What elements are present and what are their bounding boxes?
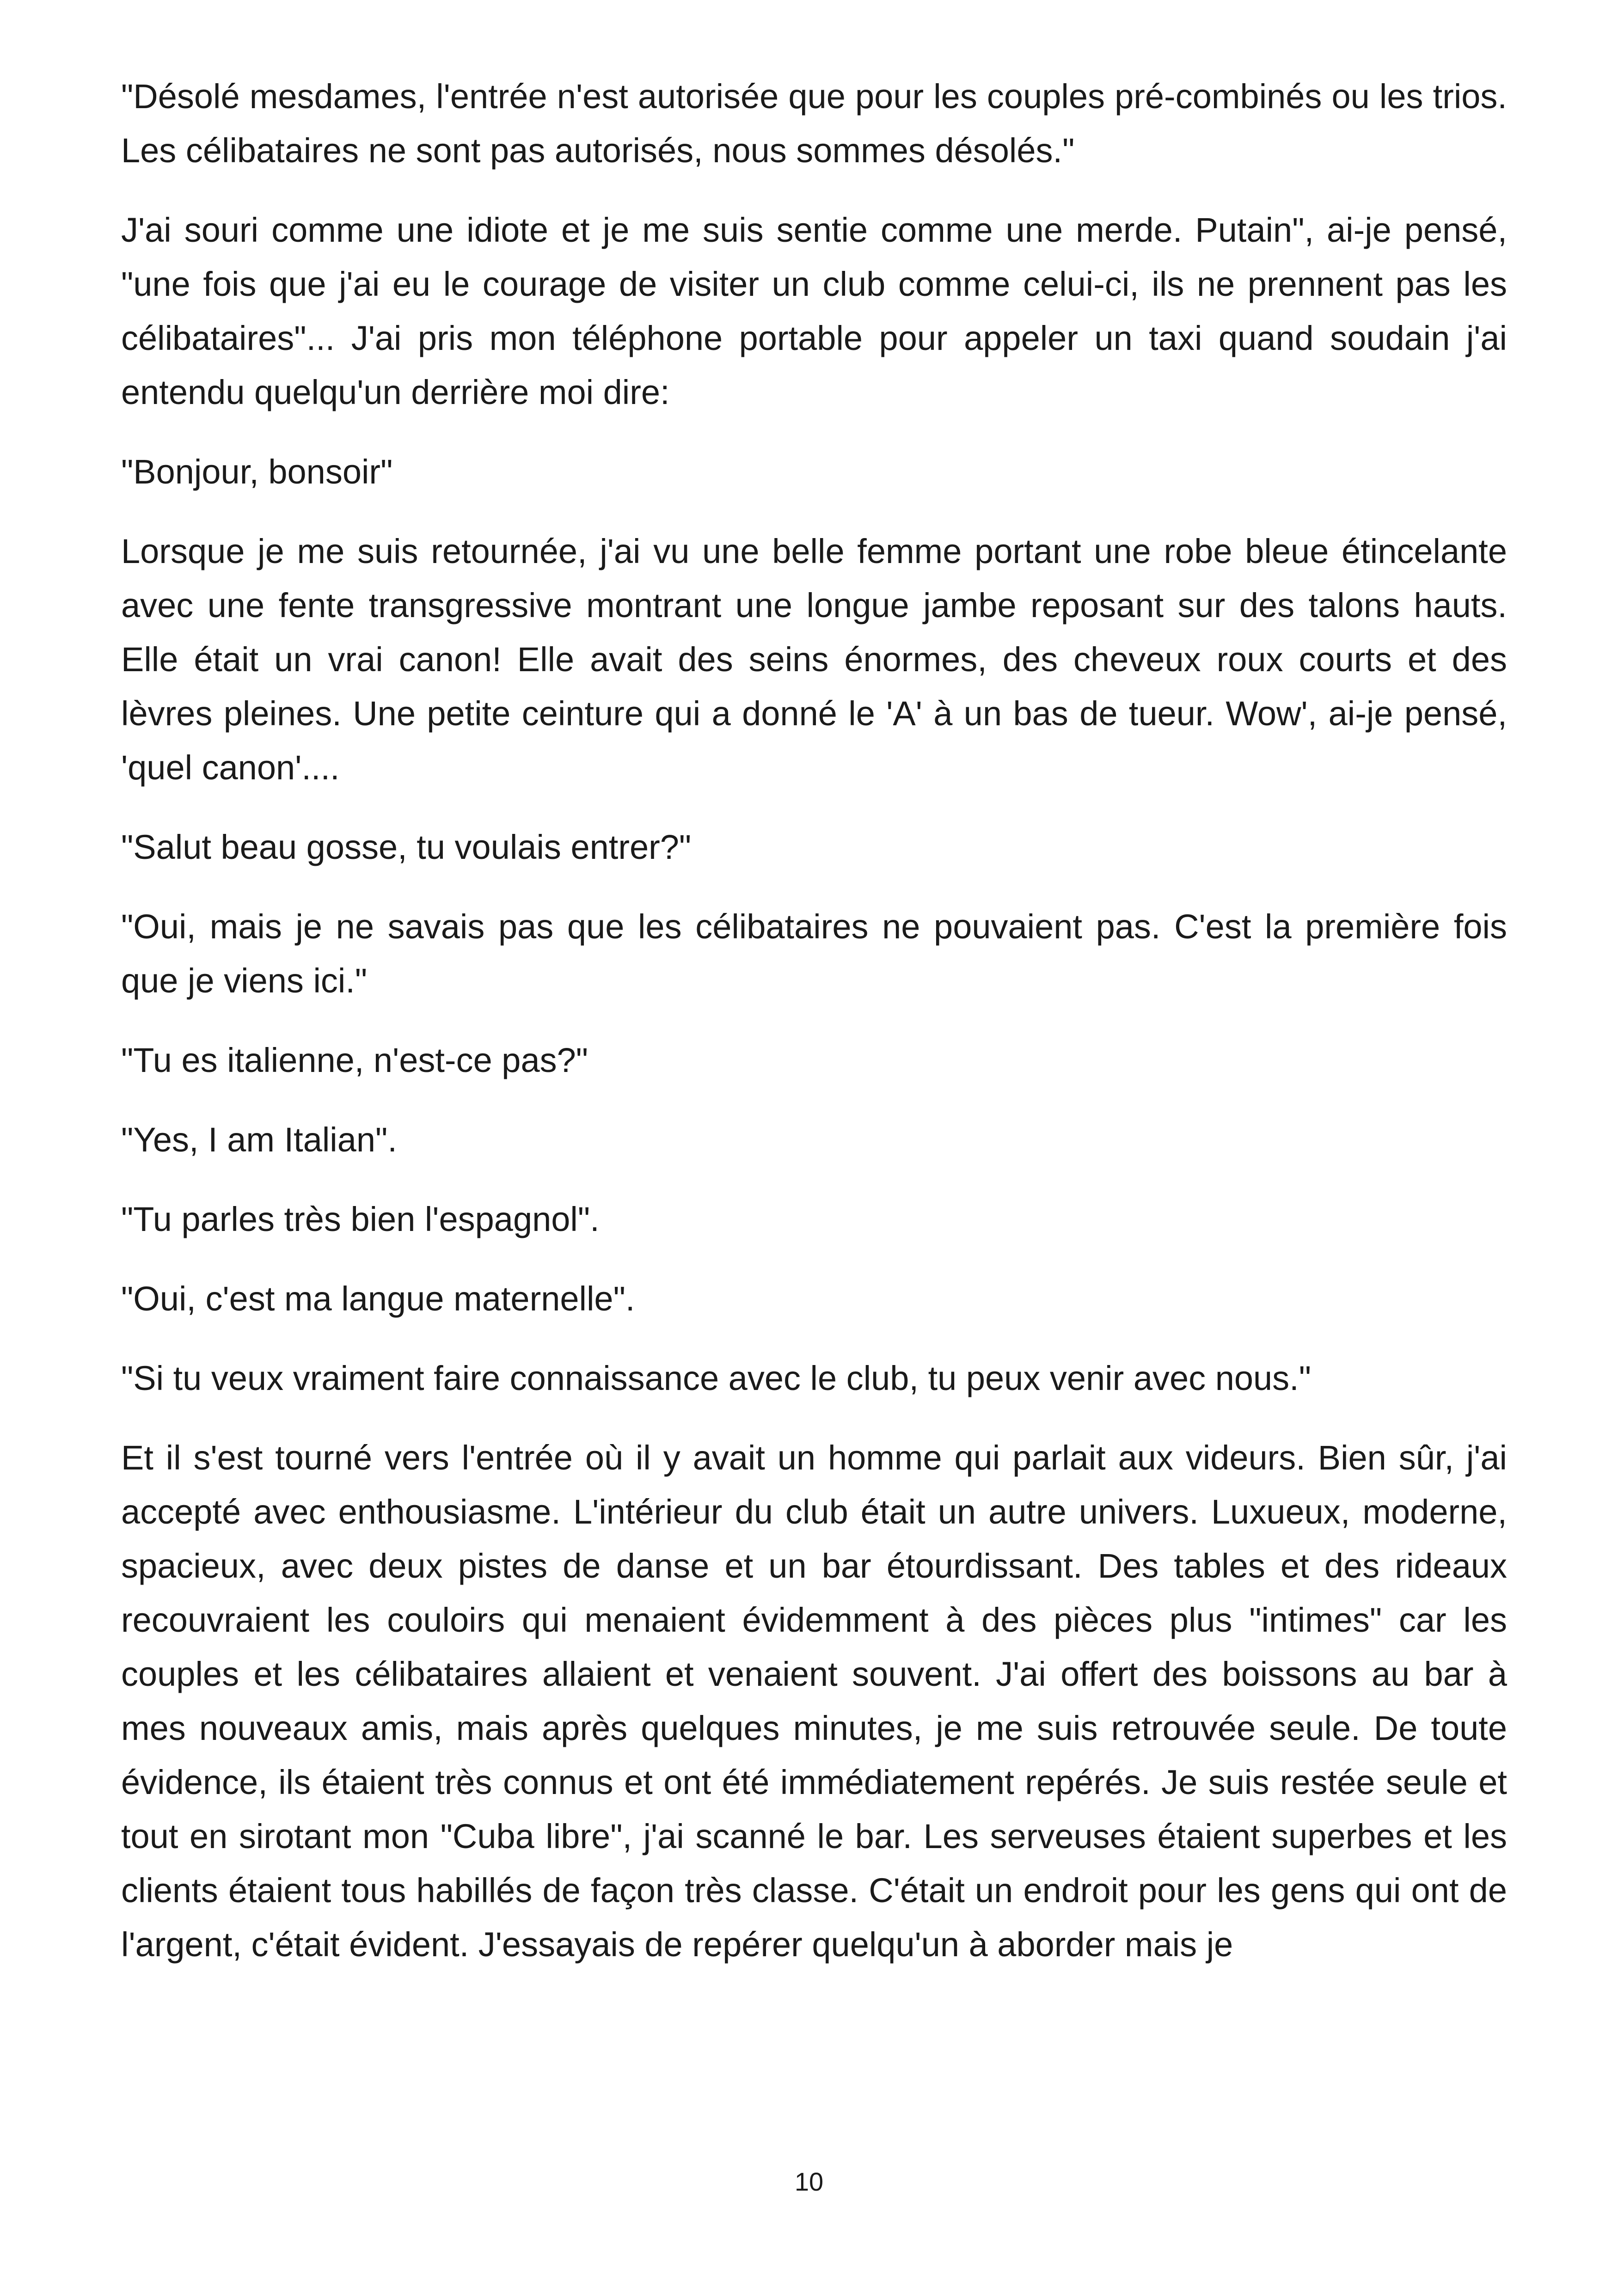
paragraph-1: "Désolé mesdames, l'entrée n'est autorisée que pour les couples pré-combinés ou les trios. Les célibataires ne sont pas autorisés, nous sommes désolés."	[121, 77, 1507, 170]
paragraph-10: "Oui, c'est ma langue maternelle".	[121, 1280, 635, 1318]
paragraph-11: "Si tu veux vraiment faire connaissance avec le club, tu peux venir avec nous."	[121, 1359, 1311, 1397]
page-number: 10	[794, 2167, 824, 2196]
paragraph-12: Et il s'est tourné vers l'entrée où il y avait un homme qui parlait aux videurs. Bien sûr, j'ai accepté avec enthousiasme. L'intérieur du club était un autre univers. Luxueux, moderne, spacieux, avec deux pistes de danse et un bar étourdissant. Des tables et des rideaux recouvraient les couloirs qui menaient évidemment à des pièces plus "intimes" car les couples et les célibataires allaient et venaient souvent. J'ai offert des boissons au bar à mes nouveaux amis, mais après quelques minutes, je me suis retrouvée seule. De toute évidence, ils étaient très connus et ont été immédiatement repérés. Je suis restée seule et tout en sirotant mon "Cuba libre", j'ai scanné le bar. Les serveuses étaient superbes et les clients étaient tous habillés de façon très classe. C'était un endroit pour les gens qui ont de l'argent, c'était évident. J'essayais de repérer quelqu'un à aborder mais je	[121, 1439, 1507, 1964]
paragraph-6: "Oui, mais je ne savais pas que les célibataires ne pouvaient pas. C'est la première fois que je viens ici."	[121, 907, 1507, 1000]
paragraph-3: "Bonjour, bonsoir"	[121, 453, 393, 491]
paragraph-4: Lorsque je me suis retournée, j'ai vu une belle femme portant une robe bleue étincelante avec une fente transgressive montrant une longue jambe reposant sur des talons hauts. Elle était un vrai canon! Elle avait des seins énormes, des cheveux roux courts et des lèvres pleines. Une petite ceinture qui a donné le 'A' à un bas de tueur. Wow', ai-je pensé, 'quel canon'....	[121, 532, 1507, 787]
paragraph-8: "Yes, I am Italian".	[121, 1120, 397, 1159]
paragraph-9: "Tu parles très bien l'espagnol".	[121, 1200, 600, 1238]
paragraph-7: "Tu es italienne, n'est-ce pas?"	[121, 1041, 588, 1079]
page-body	[121, 69, 1507, 1997]
paragraph-5: "Salut beau gosse, tu voulais entrer?"	[121, 828, 692, 866]
paragraph-2: J'ai souri comme une idiote et je me suis sentie comme une merde. Putain", ai-je pensé, "une fois que j'ai eu le courage de visiter un club comme celui-ci, ils ne prennent pas les célibataires"... J'ai pris mon téléphone portable pour appeler un taxi quand soudain j'ai entendu quelqu'un derrière moi dire:	[121, 211, 1507, 411]
